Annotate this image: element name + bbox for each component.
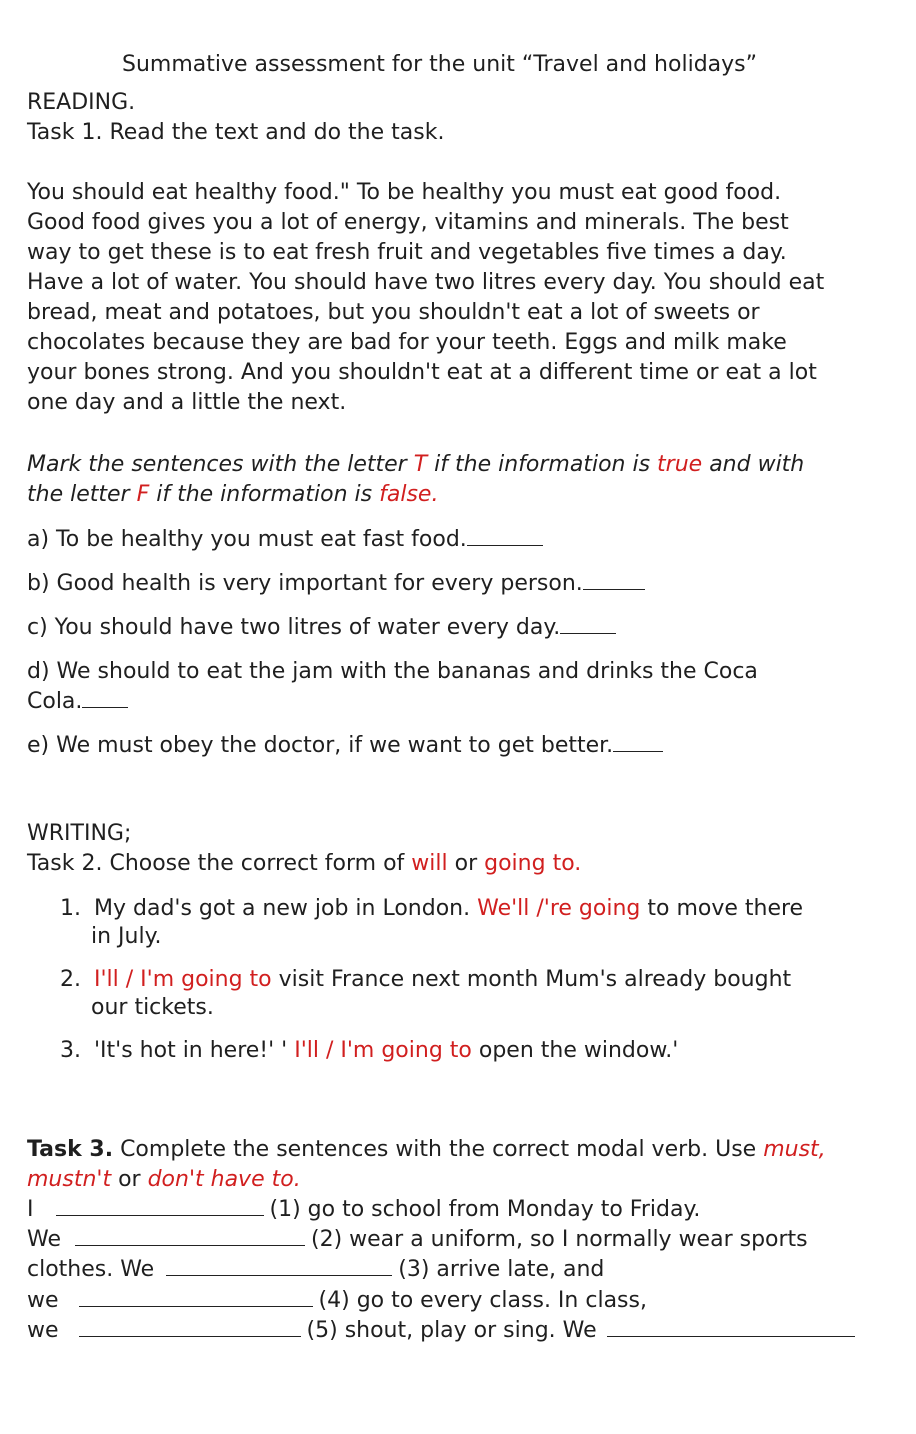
statement-text: c) You should have two litres of water every day.	[27, 615, 561, 640]
task3-text: Complete the sentences with the correct modal verb. Use	[113, 1137, 764, 1162]
task3-instruction-line1	[27, 1135, 826, 1165]
task2-text: Task 2. Choose the correct form of	[27, 851, 412, 876]
statement-text: d) We should to eat the jam with the bananas and drinks the Coca	[27, 659, 758, 684]
statement-e	[27, 731, 663, 761]
passage-line: You should eat healthy food." To be healthy you must eat good food.	[27, 180, 782, 205]
instruction-text: if the information is	[427, 452, 658, 477]
word-mustnt: mustn't	[27, 1167, 112, 1192]
word-false: false.	[379, 482, 439, 507]
item-text: 'It's hot in here!' '	[94, 1038, 295, 1063]
passage-line: way to get these is to eat fresh fruit and vegetables five times a day.	[27, 240, 787, 265]
statement-d-cont	[27, 687, 128, 717]
task3-line-1	[27, 1195, 700, 1225]
answer-blank-5[interactable]	[79, 1316, 301, 1337]
answer-blank-d[interactable]	[82, 687, 128, 708]
statement-c	[27, 613, 616, 643]
task1-instruction-line2	[27, 480, 438, 510]
word-must: must,	[763, 1137, 826, 1162]
choice-option[interactable]: I'll / I'm going to	[94, 967, 272, 992]
line-text: we	[27, 1318, 59, 1343]
word-dont-have-to: don't have to.	[147, 1167, 301, 1192]
task3-line-4	[27, 1286, 647, 1316]
statement-text: e) We must obey the doctor, if we want to get better.	[27, 733, 614, 758]
task2-item-2-cont: our tickets.	[91, 995, 214, 1020]
item-text: visit France next month Mum's already bought	[271, 967, 792, 992]
page-title: Summative assessment for the unit “Travel and holidays”	[122, 52, 758, 77]
line-text: clothes. We	[27, 1257, 155, 1282]
item-text: open the window.'	[471, 1038, 679, 1063]
task1-instruction-line1	[27, 450, 804, 480]
line-text: we	[27, 1288, 59, 1313]
choice-option[interactable]: I'll / I'm going to	[294, 1038, 472, 1063]
line-text: (2) wear a uniform, so I normally wear sports	[311, 1227, 808, 1252]
task2-item-2	[60, 965, 791, 995]
task1-heading: Task 1. Read the text and do the task.	[27, 120, 445, 145]
task3-instruction-line2	[27, 1165, 301, 1195]
instruction-text: and with	[702, 452, 805, 477]
letter-t: T	[413, 452, 428, 477]
passage-line: chocolates because they are bad for your teeth. Eggs and milk make	[27, 330, 787, 355]
statement-text: Cola.	[27, 689, 83, 714]
item-number: 3.	[60, 1038, 81, 1063]
item-text: My dad's got a new job in London.	[94, 896, 478, 921]
answer-blank-3[interactable]	[166, 1255, 392, 1276]
word-will: will	[411, 851, 448, 876]
answer-blank-a[interactable]	[467, 525, 543, 546]
word-going-to: going to.	[484, 851, 582, 876]
statement-a	[27, 525, 543, 555]
answer-blank-6[interactable]	[607, 1316, 855, 1337]
statement-d	[27, 657, 758, 687]
line-text: (1) go to school from Monday to Friday.	[269, 1197, 701, 1222]
task2-heading	[27, 849, 581, 879]
statement-text: a) To be healthy you must eat fast food.	[27, 527, 467, 552]
statement-text: b) Good health is very important for every person.	[27, 571, 583, 596]
item-number: 1.	[60, 896, 81, 921]
passage-line: Have a lot of water. You should have two litres every day. You should eat	[27, 270, 825, 295]
task3-text: or	[111, 1167, 148, 1192]
answer-blank-e[interactable]	[613, 731, 663, 752]
line-text: We	[27, 1227, 61, 1252]
answer-blank-4[interactable]	[79, 1286, 313, 1307]
choice-option[interactable]: We'll /'re going	[477, 896, 641, 921]
item-text: to move there	[640, 896, 804, 921]
statement-b	[27, 569, 645, 599]
instruction-text: the letter	[27, 482, 137, 507]
answer-blank-c[interactable]	[560, 613, 616, 634]
task2-text: or	[447, 851, 485, 876]
passage-line: bread, meat and potatoes, but you shouldn't eat a lot of sweets or	[27, 300, 760, 325]
task2-item-1	[60, 894, 803, 924]
line-text: (5) shout, play or sing. We	[306, 1318, 597, 1343]
instruction-text: Mark the sentences with the letter	[27, 452, 414, 477]
task3-line-3	[27, 1255, 604, 1285]
line-text: (3) arrive late, and	[398, 1257, 605, 1282]
answer-blank-1[interactable]	[56, 1195, 264, 1216]
task2-item-3	[60, 1036, 678, 1066]
reading-heading: READING.	[27, 90, 136, 115]
word-true: true	[657, 452, 703, 477]
passage-line: your bones strong. And you shouldn't eat at a different time or eat a lot	[27, 360, 817, 385]
task2-item-1-cont: in July.	[91, 924, 162, 949]
passage-line: Good food gives you a lot of energy, vitamins and minerals. The best	[27, 210, 789, 235]
letter-f: F	[136, 482, 150, 507]
writing-heading: WRITING;	[27, 821, 132, 846]
passage-line: one day and a little the next.	[27, 390, 347, 415]
answer-blank-2[interactable]	[75, 1225, 305, 1246]
answer-blank-b[interactable]	[583, 569, 645, 590]
task3-line-2	[27, 1225, 808, 1255]
line-text: I	[27, 1197, 34, 1222]
line-text: (4) go to every class. In class,	[318, 1288, 647, 1313]
instruction-text: if the information is	[149, 482, 380, 507]
item-number: 2.	[60, 967, 81, 992]
task3-label: Task 3.	[27, 1137, 114, 1162]
task3-line-5	[27, 1316, 855, 1346]
